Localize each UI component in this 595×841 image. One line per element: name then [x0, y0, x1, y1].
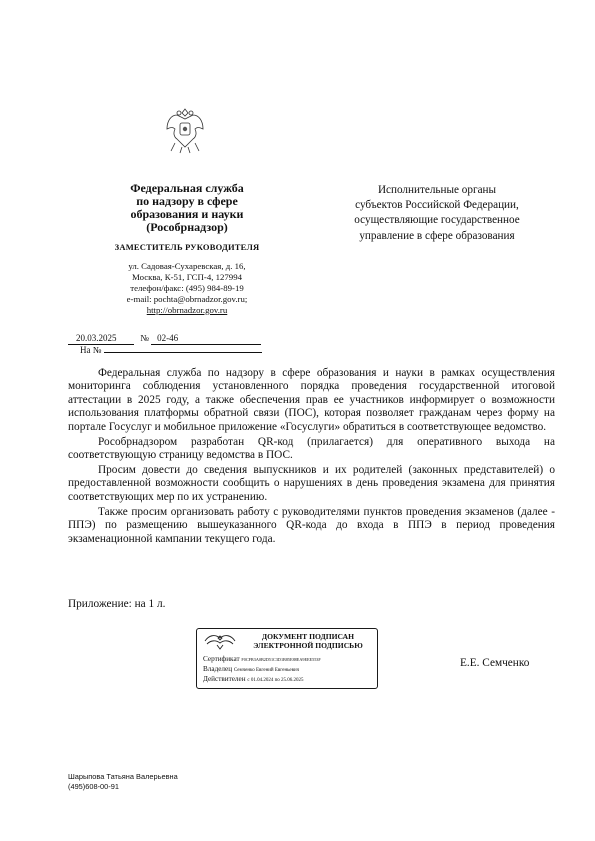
address-line: ул. Садовая-Сухаревская, д. 16,: [128, 261, 246, 271]
executor-phone: (495)608-00-91: [68, 782, 119, 791]
valid-label: Действителен: [203, 675, 246, 683]
validity-row: [203, 675, 304, 683]
gerb-eagle-icon: [203, 632, 237, 650]
electronic-signature-stamp: [196, 628, 378, 689]
website-link[interactable]: http://obrnadzor.gov.ru: [146, 305, 228, 315]
body-paragraph: Рособрнадзором разработан QR-код (прилагается) для оперативного выхода на соответствующую страницу ведомства в ПОС.: [68, 435, 555, 462]
certificate-row: [203, 655, 321, 663]
org-name: [95, 182, 279, 234]
body-paragraph: Просим довести до сведения выпускников и их родителей (законных представителей) о предоставленной возможности сообщить о нарушениях в день проведения экзамена для принятия соответствующих мер по их устранению.: [68, 464, 555, 503]
sender-block: [95, 182, 279, 316]
reference-line: [80, 343, 262, 356]
owner-value: Семченко Евгений Евгеньевич: [233, 668, 300, 673]
deputy-title: ЗАМЕСТИТЕЛЬ РУКОВОДИТЕЛЯ: [114, 242, 260, 252]
reference-label: На №: [80, 345, 102, 355]
org-name-line: по надзору в сфере: [136, 194, 238, 208]
body-paragraph: Также просим организовать работу с руководителями пунктов проведения экзаменов (далее - ППЭ) по размещению вышеуказанного QR-кода до входа в ППЭ в период проведения экзаменационной кампании текущего года.: [68, 505, 555, 545]
owner-label: Владелец: [203, 665, 233, 673]
cert-label: Сертификат: [203, 655, 240, 663]
contact-info: [95, 261, 279, 316]
stamp-title-line: ЭЛЕКТРОННОЙ ПОДПИСЬЮ: [253, 641, 363, 650]
valid-value: с 01.04.2024 по 25.06.2025: [247, 678, 304, 683]
org-name-line: (Рособрнадзор): [146, 220, 228, 234]
cert-value: F0CFB3A0B2D51C3D1B85E88EA9EEE553F: [241, 657, 321, 662]
stamp-title-line: ДОКУМЕНТ ПОДПИСАН: [261, 632, 355, 641]
attachment-note: Приложение: на 1 л.: [68, 598, 166, 610]
coat-of-arms-icon: [165, 103, 205, 155]
number-label: №: [140, 333, 149, 343]
recipient-line: Исполнительные органы: [377, 184, 497, 196]
recipient-line: осуществляющие государственное: [354, 214, 520, 227]
recipient-line: управление в сфере образования: [359, 229, 515, 242]
recipient-block: [322, 183, 552, 244]
owner-row: [203, 665, 299, 673]
org-name-line: образования и науки: [130, 207, 244, 221]
body-paragraph: Федеральная служба по надзору в сфере образования и науки в рамках осуществления мониторинга соблюдения установленного порядка проведения государственной итоговой аттестации в 2025 году, а также обеспечения прав ее участников информирует о возможности использования платформы обратной связи (ПОС), которая позволяет гражданам через форму на портале Госуслуг и мобильное приложение «Госуслуги» обратиться в соответствующее ведомство.: [68, 367, 555, 433]
reference-blank: [104, 343, 262, 353]
stamp-title: [241, 632, 375, 650]
executor-block: [68, 772, 178, 792]
org-name-line: Федеральная служба: [130, 181, 244, 195]
signer-name: Е.Е. Семченко: [460, 657, 530, 669]
registration-date: 20.03.2025: [68, 333, 134, 345]
address-line: Москва, К-51, ГСП-4, 127994: [131, 272, 243, 282]
letter-body: [68, 367, 555, 548]
email-line: e-mail: pochta@obrnadzor.gov.ru;: [126, 294, 248, 304]
executor-name: Шарыпова Татьяна Валерьевна: [68, 772, 178, 781]
registration-number: 02-46: [151, 333, 261, 345]
recipient-line: субъектов Российской Федерации,: [355, 199, 519, 212]
phone-line: телефон/факс: (495) 984-89-19: [130, 283, 244, 293]
